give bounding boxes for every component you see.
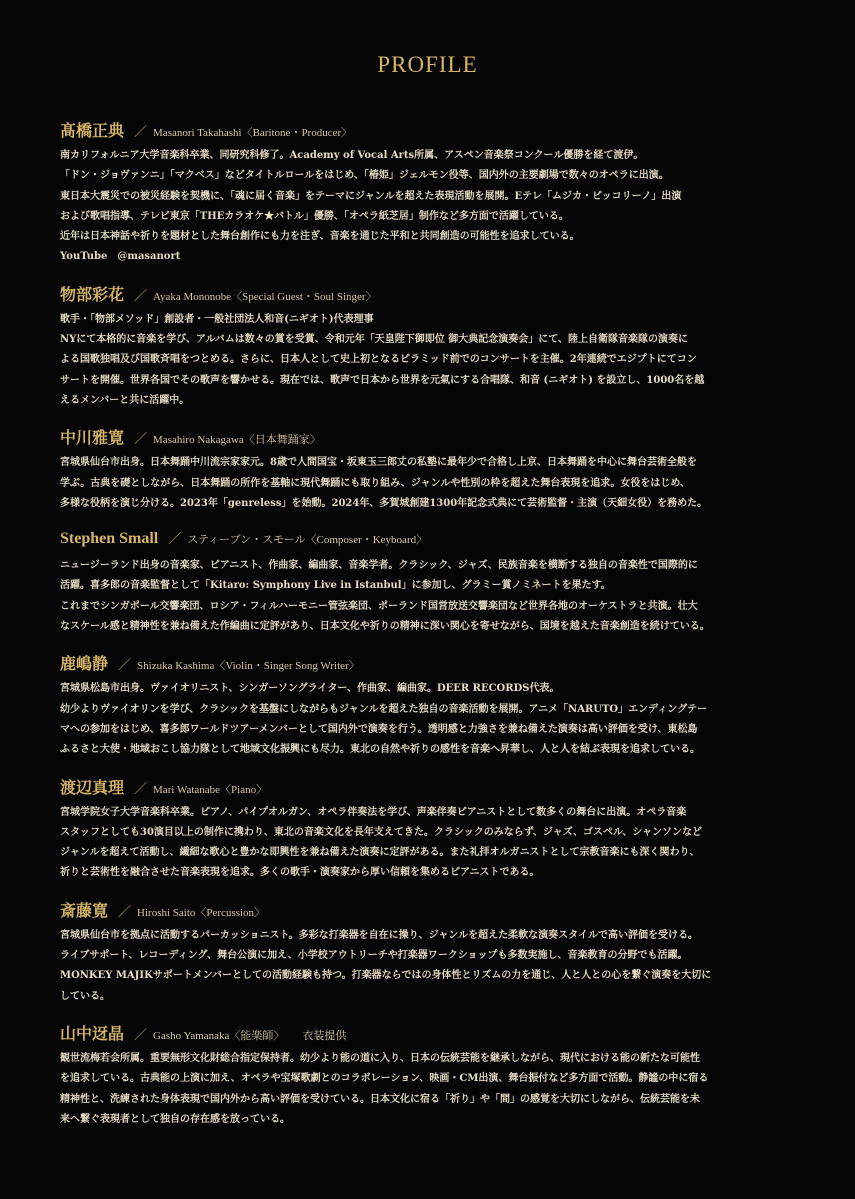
- profile-header: [60, 898, 805, 926]
- bio-line: マへの参加をはじめ、喜多郎ワールドツアーメンバーとして国内外で演奏を行う。透明感と力強さを兼ね備えた演奏は高い評価を受け、東松島: [60, 723, 698, 735]
- bio-line: 来へ繋ぐ表現者として独自の存在感を放っている。: [60, 1113, 290, 1125]
- profile-name: 物部彩花: [60, 284, 125, 304]
- bio-line: 近年は日本神話や祈りを題材とした舞台創作にも力を注ぎ、音楽を通じた平和と共同創造の可能性を追求している。: [60, 231, 580, 243]
- profile-bio: [60, 926, 805, 1007]
- bio-line: ジャンルを超えて活動し、繊細な歌心と豊かな即興性を兼ね備えた演奏に定評がある。また礼拝オルガニストとして宗教音楽にも深く関わり、: [60, 847, 700, 859]
- bio-line: 宮城県松島市出身。ヴァイオリニスト、シンガーソングライター、作曲家、編曲家。DEER RECORDS代表。: [60, 683, 560, 695]
- separator-slash: ／: [134, 781, 148, 797]
- bio-line: ニュージーランド出身の音楽家、ピアニスト、作曲家、編曲家、音楽学者。クラシック、ジャズ、民族音楽を横断する独自の音楽性で国際的に: [60, 560, 698, 572]
- bio-line: 多様な役柄を演じ分ける。2023年「genreless」を始動。2024年、多賀城創建1300年記念式典にて芸術監督・主演（天細女役）を務めた。: [60, 497, 708, 509]
- profile-entry: [60, 651, 805, 760]
- bio-line: スタッフとしても30演目以上の制作に携わり、東北の音楽文化を長年支えてきた。クラシックのみならず、ジャズ、ゴスペル、シャンソンなど: [60, 826, 703, 838]
- bio-line: 活躍。喜多郎の音楽監督として「Kitaro: Symphony Live in Istanbul」に参加し、グラミー賞ノミネートを果たす。: [60, 580, 611, 592]
- bio-line: サートを開催。世界各国でその歌声を響かせる。現在では、歌声で日本から世界を元氣にする合唱隊、和音 (ニギオト) を設立し、1000名を越: [60, 374, 705, 386]
- profile-header: [60, 282, 805, 310]
- profile-subtitle: Masanori Takahashi〈Baritone・Producer〉: [153, 127, 353, 139]
- separator-slash: ／: [118, 904, 132, 920]
- bio-line: 東日本大震災での被災経験を契機に、「魂に届く音楽」をテーマにジャンルを超えた表現活動を展開。Eテレ「ムジカ・ピッコリーノ」出演: [60, 190, 682, 202]
- profile-header: [60, 528, 805, 556]
- bio-line: 南カリフォルニア大学音楽科卒業、同研究科修了。Academy of Vocal Arts所属、アスペン音楽祭コンクール優勝を経て渡伊。: [60, 150, 644, 161]
- profile-subtitle: Gasho Yamanaka〈能楽師〉: [153, 1029, 285, 1042]
- page-title: PROFILE: [377, 52, 478, 77]
- profile-entry: [60, 775, 805, 884]
- profile-subtitle: Mari Watanabe〈Piano〉: [153, 783, 268, 796]
- profile-entry: [60, 425, 805, 514]
- bio-line: NYにて本格的に音楽を学び、アルバムは数々の賞を受賞、令和元年「天皇陛下御即位 御大典記念演奏会」にて、陸上自衛隊音楽隊の演奏に: [60, 334, 689, 346]
- profile-subtitle: Hiroshi Saito〈Percussion〉: [137, 906, 266, 919]
- profile-bio: [60, 1049, 805, 1130]
- bio-line: ライブサポート、レコーディング、舞台公演に加え、小学校アウトリーチや打楽器ワークショップも多数実施し、音楽教育の分野でも活躍。: [60, 950, 688, 962]
- profile-name: 髙橋正典: [60, 121, 125, 140]
- profile-entry: [60, 118, 805, 268]
- profile-entry: [60, 898, 805, 1007]
- bio-line: MONKEY MAJIKサポートメンバーとしての活動経験も持つ。打楽器ならではの身体性とリズムの力を通じ、人と人との心を繋ぐ演奏を大切に: [60, 970, 712, 982]
- bio-line: これまでシンガポール交響楽団、ロシア・フィルハーモニー管弦楽団、ポーランド国営放送交響楽団など世界各地のオーケストラと共演。壮大: [60, 600, 698, 612]
- profile-bio: [60, 679, 805, 760]
- profile-subtitle: Shizuka Kashima〈Violin・Singer Song Writer〉: [137, 660, 360, 673]
- separator-slash: ／: [134, 125, 148, 140]
- bio-line: 観世流梅若会所属。重要無形文化財総合指定保持者。幼少より能の道に入り、日本の伝統芸能を継承しながら、現代における能の新たな可能性: [60, 1052, 700, 1064]
- profile-subtitle: スティーブン・スモール〈Composer・Keyboard〉: [187, 534, 428, 547]
- bio-line: および歌唱指導、テレビ東京「THEカラオケ★バトル」優勝、「オペラ紙芝居」制作など多方面で活躍している。: [60, 210, 569, 222]
- profile-bio: [60, 556, 805, 637]
- profile-name: 山中迓晶: [60, 1023, 125, 1043]
- profile-entry: [60, 528, 805, 637]
- bio-line: なスケール感と精神性を兼ね備えた作編曲に定評があり、日本文化や祈りの精神に深い関心を寄せながら、国境を越えた音楽創造を続けている。: [60, 621, 710, 633]
- profile-entry: [60, 282, 805, 411]
- costume-credit: 衣装提供: [302, 1028, 347, 1042]
- bio-line: 宮城県仙台市出身。日本舞踊中川流宗家家元。8歳で人間国宝・坂東玉三郎丈の私塾に最年少で合格し上京、日本舞踊を中心に舞台芸術全般を: [60, 457, 697, 469]
- profile-bio: [60, 453, 805, 514]
- profile-subtitle: Ayaka Mononobe〈Special Guest・Soul Singer〉: [153, 290, 377, 303]
- separator-slash: ／: [118, 658, 132, 674]
- profile-entry: [60, 1021, 805, 1130]
- profile-list: [60, 118, 805, 1144]
- separator-slash: ／: [134, 432, 148, 448]
- bio-line: 宮城学院女子大学音楽科卒業。ピアノ、パイプオルガン、オペラ伴奏法を学び、声楽伴奏ピアニストとして数多くの舞台に出演。オペラ音楽: [60, 806, 687, 818]
- profile-bio: [60, 803, 805, 884]
- separator-slash: ／: [168, 532, 182, 548]
- profile-name: 中川雅寛: [60, 428, 125, 448]
- bio-line: を追求している。古典能の上演に加え、オペラや宝塚歌劇とのコラボレーション、映画・CM出演、舞台振付など多方面で活動。静謐の中に宿る: [60, 1073, 709, 1085]
- profile-header: [60, 425, 805, 453]
- profile-name: 鹿嶋静: [60, 654, 109, 674]
- bio-line: 祈りと芸術性を融合させた音楽表現を追求。多くの歌手・演奏家から厚い信頼を集めるピアニストである。: [60, 867, 540, 879]
- profile-header: [60, 775, 805, 803]
- bio-line: 幼少よりヴァイオリンを学び、クラシックを基盤にしながらもジャンルを超えた独自の音楽活動を展開。アニメ「NARUTO」エンディングテー: [60, 703, 708, 715]
- profile-name: 斎藤寛: [60, 900, 109, 920]
- youtube-handle: YouTube @masanort: [60, 251, 181, 263]
- bio-line: 精神性と、洗練された身体表現で国内外から高い評価を受けている。日本文化に宿る「祈り」や「間」の感覚を大切にしながら、伝統芸能を未: [60, 1093, 700, 1105]
- bio-line: えるメンバーと共に活躍中。: [60, 394, 190, 406]
- profile-header: [60, 651, 805, 679]
- profile-subtitle: Masahiro Nakagawa〈日本舞踊家〉: [153, 434, 321, 447]
- bio-line: 学ぶ。古典を礎としながら、日本舞踊の所作を基軸に現代舞踊にも取り組み、ジャンルや性別の枠を超えた舞台表現を追求。女役をはじめ、: [60, 477, 690, 489]
- bio-line: よる国歌独唱及び国歌斉唱をつとめる。さらに、日本人として史上初となるピラミッド前でのコンサートを主催。2年連続でエジプトにてコン: [60, 354, 697, 366]
- bio-line: 「ドン・ジョヴァンニ」「マクベス」などタイトルロールをはじめ、「椿姫」ジェルモン役等、国内外の主要劇場で数々のオペラに出演。: [60, 170, 669, 182]
- bio-line: している。: [60, 990, 110, 1002]
- separator-slash: ／: [134, 1027, 148, 1043]
- profile-header: [60, 118, 805, 146]
- profile-name: Stephen Small: [60, 530, 159, 548]
- profile-name: 渡辺真理: [60, 777, 125, 797]
- bio-line: 宮城県仙台市を拠点に活動するパーカッショニスト。多彩な打楽器を自在に操り、ジャンルを超えた柔軟な演奏スタイルで高い評価を受ける。: [60, 929, 698, 941]
- profile-header: [60, 1021, 805, 1049]
- separator-slash: ／: [134, 288, 148, 304]
- profile-bio: [60, 146, 805, 268]
- bio-line: ふるさと大使・地域おこし協力隊として地域文化振興にも尽力。東北の自然や祈りの感性を音楽へ昇華し、人と人を結ぶ表現を追求している。: [60, 744, 700, 756]
- bio-line: 歌手・「物部メソッド」創設者・一般社団法人和音(ニギオト)代表理事: [60, 313, 374, 325]
- profile-bio: [60, 310, 805, 411]
